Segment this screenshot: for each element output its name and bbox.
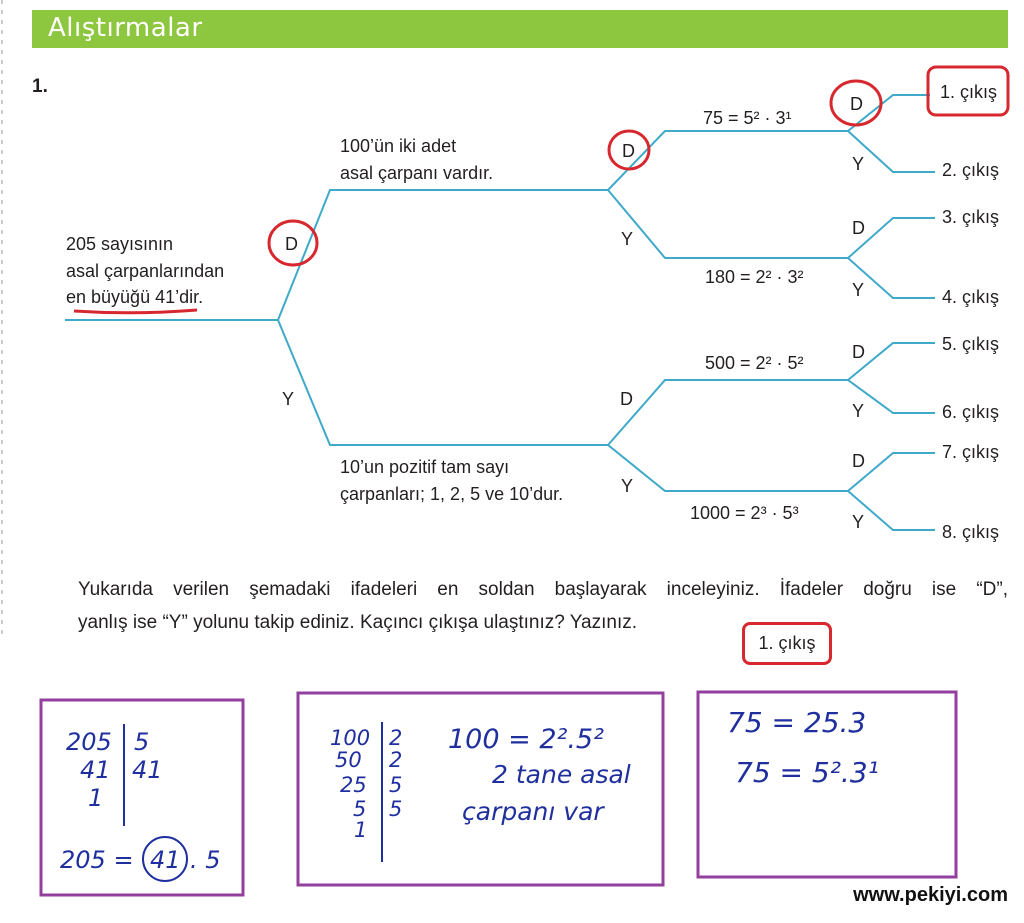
branch-line [278, 190, 608, 320]
section-title: Alıştırmalar [48, 13, 203, 43]
equation-1000: 1000 = 2³ · 5³ [690, 503, 799, 523]
equation-500: 500 = 2² · 5² [705, 353, 804, 373]
statement-line: 100’ün iki adet [340, 136, 457, 156]
equation: 75 = 5².3¹ [735, 756, 879, 789]
dividend: 205 [66, 728, 112, 756]
branch-label-true: D [850, 94, 863, 114]
branch-label-true: D [285, 234, 298, 254]
exit-2: 2. çıkış [942, 160, 1000, 180]
exit-6: 6. çıkış [942, 402, 1000, 422]
root-statement [66, 234, 224, 307]
dividend: 1 [88, 784, 104, 812]
exit-5: 5. çıkış [942, 334, 1000, 354]
exit-3: 3. çıkış [942, 207, 1000, 227]
branch-label-false: Y [282, 389, 295, 409]
divisor: 41 [132, 756, 163, 784]
exit-8: 8. çıkış [942, 522, 1000, 542]
branch-label-false: Y [621, 476, 634, 496]
answer-box: 1. çıkış [742, 622, 832, 665]
equation-75: 75 = 5² · 3¹ [703, 108, 792, 128]
branch-label-false: Y [852, 154, 865, 174]
branch-line [608, 445, 848, 491]
equation: 75 = 25.3 [727, 706, 867, 739]
equation-180: 180 = 2² · 3² [705, 267, 804, 287]
dividend: 100 [330, 726, 371, 750]
branch-label-true: D [852, 218, 865, 238]
branch-label-false: Y [621, 229, 634, 249]
exit-7: 7. çıkış [942, 442, 1000, 462]
factorization-205 [60, 724, 221, 881]
divisor: 2 [389, 748, 403, 772]
branch-line [608, 380, 848, 445]
dividend: 50 [335, 748, 362, 772]
branch-label-true: D [622, 141, 635, 161]
exit-1: 1. çıkış [940, 82, 998, 102]
branch-label-true: D [852, 451, 865, 471]
factorization-100 [330, 722, 631, 862]
dividend: 25 [340, 773, 367, 797]
dividend: 5 [353, 797, 367, 821]
divisor: 5 [389, 797, 403, 821]
branch-label-false: Y [852, 401, 865, 421]
question-text-line: yanlış ise “Y” yolunu takip ediniz. Kaçıncı çıkışa ulaştınız? Yazınız. [78, 612, 638, 633]
divisor: 5 [389, 773, 403, 797]
branch-label-false: Y [852, 512, 865, 532]
note-line: çarpanı var [462, 797, 604, 826]
divisor: 2 [389, 726, 403, 750]
note-line: 2 tane asal [492, 760, 631, 789]
question-text-line: Yukarıda verilen şemadaki ifadeleri en soldan başlayarak inceleyiniz. İfadeler doğru ise “D”, [78, 579, 1008, 600]
branch-label-false: Y [852, 280, 865, 300]
website-footer: www.pekiyi.com [853, 884, 1008, 906]
result-circled: 41 [150, 846, 181, 874]
statement-line: asal çarpanlarından [66, 261, 225, 281]
branch-line [608, 190, 848, 258]
underline-mark [74, 310, 197, 313]
exercise-number: 1. [32, 76, 48, 97]
statement-line: çarpanları; 1, 2, 5 ve 10’dur. [340, 484, 564, 504]
result-prefix: 205 = [60, 846, 134, 874]
statement-line: 10’un pozitif tam sayı [340, 457, 510, 477]
statement-line: en büyüğü 41’dir. [66, 287, 204, 307]
divisor: 5 [134, 728, 150, 756]
equation: 100 = 2².5² [448, 724, 604, 755]
branch-line [278, 320, 608, 445]
result-suffix: . 5 [190, 846, 221, 874]
exit-4: 4. çıkış [942, 287, 1000, 307]
statement-line: asal çarpanı vardır. [340, 163, 494, 183]
lower-statement [340, 457, 563, 504]
dividend: 41 [80, 756, 111, 784]
branch-label-true: D [852, 342, 865, 362]
dividend: 1 [354, 818, 368, 842]
statement-line: 205 sayısının [66, 234, 174, 254]
upper-statement [340, 136, 493, 183]
factorization-75 [727, 706, 879, 789]
branch-label-true: D [620, 389, 633, 409]
